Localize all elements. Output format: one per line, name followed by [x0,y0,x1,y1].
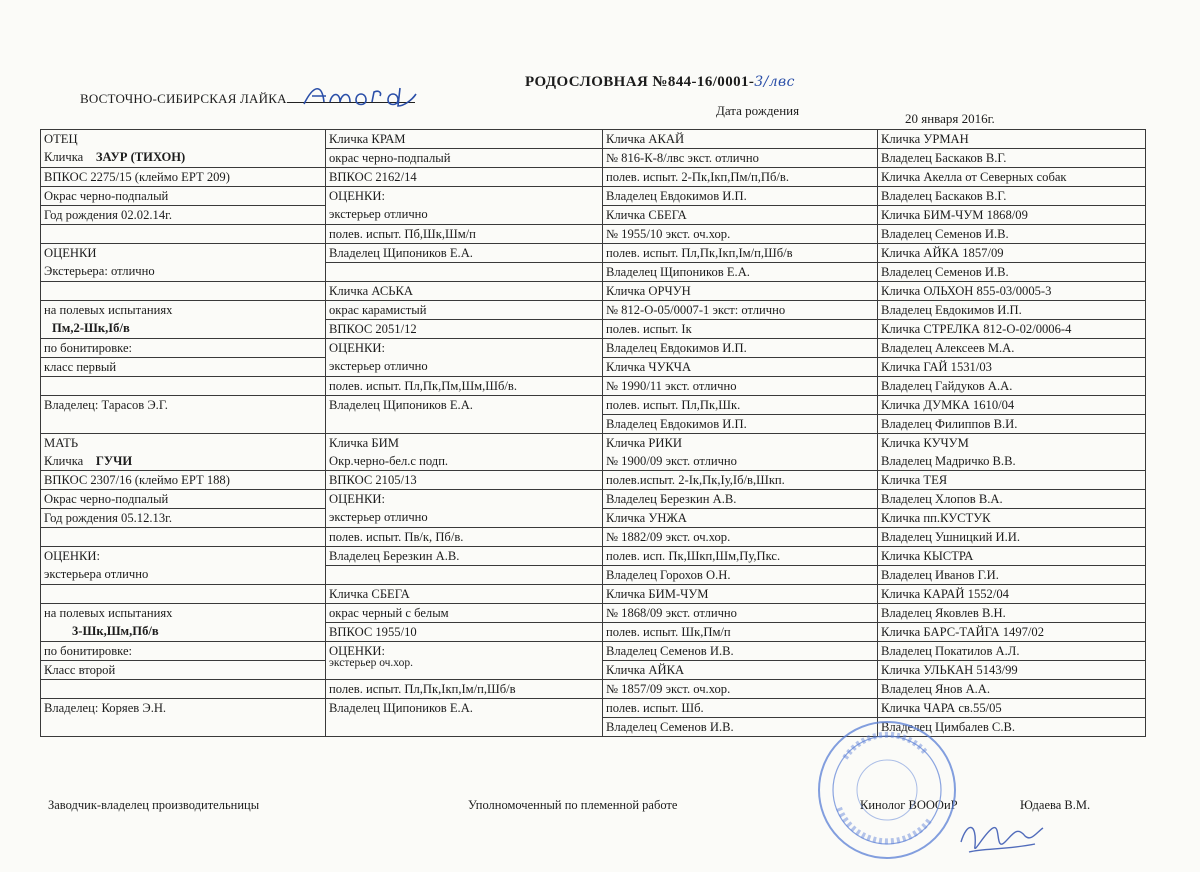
pedigree-cell: № 1868/09 экст. отлично [603,604,878,623]
pedigree-cell: № 1990/11 экст. отлично [603,377,878,396]
pedigree-cell [41,547,326,585]
pedigree-cell: полев. испыт. Пл,Пк,Шк. [603,396,878,415]
pedigree-cell: Владелец Щипоников Е.А. [326,244,603,263]
table-row [41,471,1146,490]
handwritten-number-suffix: 3/лвс [754,74,795,90]
cynologist-name: Юдаева В.М. [1020,798,1091,812]
table-row [41,528,1146,547]
pedigree-cell: Владелец Семенов И.В. [603,718,878,737]
pedigree-cell: по бонитировке: [41,642,326,661]
cell-line: на полевых испытаниях [44,303,173,317]
pedigree-cell: № 1955/10 экст. оч.хор. [603,225,878,244]
table-row [41,604,1146,623]
pedigree-cell: полев. испыт. Шб. [603,699,878,718]
pedigree-cell [603,434,878,471]
cell-line: Кличка БИМ [329,436,399,450]
organization-stamp [815,718,960,863]
authorized-label: Уполномоченный по племенной работе [468,798,678,812]
pedigree-cell: Владелец Евдокимов И.П. [878,301,1146,320]
name-prefix: Кличка [44,454,84,468]
pedigree-cell: Владелец Покатилов А.Л. [878,642,1146,661]
pedigree-cell: окрас черно-подпалый [326,149,603,168]
pedigree-cell: Кличка АСЬКА [326,282,603,301]
father-header-cell [41,130,326,168]
cell-line: 3-Шк,Шм,Пб/в [72,624,159,638]
pedigree-cell: Кличка СБЕГА [603,206,878,225]
pedigree-cell: Владелец Семенов И.В. [878,263,1146,282]
pedigree-cell: Кличка ЧУКЧА [603,358,878,377]
pedigree-cell: Владелец Евдокимов И.П. [603,415,878,434]
pedigree-cell [326,490,603,528]
pedigree-cell: полев. исп. Пк,Шкп,Шм,Пу,Пкс. [603,547,878,566]
pedigree-cell [41,225,326,244]
pedigree-table [40,129,1146,737]
table-row [41,301,1146,320]
cell-line: экстерьер отлично [329,510,428,524]
pedigree-cell: ВПКОС 2307/16 (клеймо ЕРТ 188) [41,471,326,490]
pedigree-cell: Владелец Евдокимов И.П. [603,339,878,358]
pedigree-cell [878,434,1146,471]
pedigree-cell: Владелец Горохов О.Н. [603,566,878,585]
cell-line: экстерьер отлично [329,207,428,221]
table-row [41,396,1146,415]
breeder-label: Заводчик-владелец производительницы [48,798,260,812]
pedigree-cell [41,244,326,282]
pedigree-cell [326,263,603,282]
pedigree-number: РОДОСЛОВНАЯ №844-16/0001- [525,74,755,90]
mother-label: МАТЬ [44,436,79,450]
pedigree-cell: Владелец Щипоников Е.А. [603,263,878,282]
table-row [41,339,1146,358]
pedigree-cell: по бонитировке: [41,339,326,358]
pedigree-cell [41,528,326,547]
cell-line: ОЦЕНКИ: [329,189,385,203]
table-row [41,699,1146,718]
cell-line: экстерьера отлично [44,567,149,581]
father-label: ОТЕЦ [44,132,78,146]
pedigree-cell: полев.испыт. 2-Iк,Пк,Iу,Iб/в,Шкп. [603,471,878,490]
pedigree-cell [326,566,603,585]
pedigree-cell: полев. испыт. Пб,Шк,Шм/п [326,225,603,244]
pedigree-cell: Владелец Семенов И.В. [603,642,878,661]
pedigree-cell: Кличка АКАЙ [603,130,878,149]
cell-line: Владелец Мадричко В.В. [881,454,1016,468]
pedigree-cell: Владелец Цимбалев С.В. [878,718,1146,737]
pedigree-cell: Кличка КАРАЙ 1552/04 [878,585,1146,604]
table-row [41,434,1146,471]
table-row [41,187,1146,206]
table-row [41,585,1146,604]
cynologist-label: Кинолог ВОООиР [860,798,958,812]
pedigree-cell: полев. испыт. Пл,Пк,Iкп,Iм/п,Шб/в [603,244,878,263]
pedigree-cell: Владелец Щипоников Е.А. [326,699,603,737]
pedigree-cell [326,642,603,680]
pedigree-cell: Кличка ТЕЯ [878,471,1146,490]
birth-date-value: 20 января 2016г. [905,111,995,126]
pedigree-cell: Класс второй [41,661,326,680]
handwritten-breed-signature [300,80,420,110]
pedigree-cell: полев. испыт. Пв/к, Пб/в. [326,528,603,547]
cell-line: ОЦЕНКИ [44,246,97,260]
pedigree-cell: Кличка пп.КУСТУК [878,509,1146,528]
pedigree-cell: ВПКОС 2162/14 [326,168,603,187]
cell-line: № 1900/09 экст. отлично [606,454,737,468]
birth-date-label: Дата рождения [716,103,800,118]
pedigree-cell: Владелец Ушницкий И.И. [878,528,1146,547]
pedigree-cell: Кличка УРМАН [878,130,1146,149]
table-row [41,377,1146,396]
pedigree-cell: № 816-К-8/лвс экст. отлично [603,149,878,168]
cell-line: Кличка КУЧУМ [881,436,969,450]
pedigree-cell: Владелец Баскаков В.Г. [878,149,1146,168]
pedigree-cell: Владелец Иванов Г.И. [878,566,1146,585]
pedigree-cell: Кличка Акелла от Северных собак [878,168,1146,187]
pedigree-cell [41,282,326,301]
pedigree-cell: Год рождения 05.12.13г. [41,509,326,528]
pedigree-cell: Владелец Гайдуков А.А. [878,377,1146,396]
pedigree-cell: окрас карамистый [326,301,603,320]
pedigree-cell: Владелец Хлопов В.А. [878,490,1146,509]
pedigree-cell: Кличка СТРЕЛКА 812-О-02/0006-4 [878,320,1146,339]
father-name: ЗАУР (ТИХОН) [95,150,186,164]
pedigree-cell: № 1882/09 экст. оч.хор. [603,528,878,547]
pedigree-cell: полев. испыт. Пл,Пк,Пм,Шм,Шб/в. [326,377,603,396]
pedigree-cell: Кличка ГАЙ 1531/03 [878,358,1146,377]
pedigree-cell: Владелец Баскаков В.Г. [878,187,1146,206]
pedigree-cell [41,680,326,699]
mother-name: ГУЧИ [95,454,133,468]
pedigree-cell: полев. испыт. Шк,Пм/п [603,623,878,642]
table-row [41,490,1146,509]
pedigree-cell: Кличка АЙКА 1857/09 [878,244,1146,263]
pedigree-cell: Кличка УНЖА [603,509,878,528]
pedigree-cell: ВПКОС 2105/13 [326,471,603,490]
table-row [41,642,1146,661]
pedigree-cell: Кличка БИМ-ЧУМ 1868/09 [878,206,1146,225]
pedigree-cell: окрас черный с белым [326,604,603,623]
pedigree-cell: полев. испыт. Iк [603,320,878,339]
pedigree-cell [41,301,326,339]
pedigree-cell [326,187,603,225]
pedigree-cell: Окрас черно-подпалый [41,187,326,206]
pedigree-cell: Владелец: Коряев Э.Н. [41,699,326,737]
mother-header-cell [41,434,326,471]
pedigree-cell: полев. испыт. 2-Пк,Iкп,Пм/п,Пб/в. [603,168,878,187]
pedigree-cell [326,339,603,377]
name-prefix: Кличка [44,150,84,164]
table-row [41,130,1146,149]
table-row [41,547,1146,566]
mother-name-line [44,452,325,470]
cell-line: Пм,2-Шк,Iб/в [52,321,130,335]
pedigree-cell: Владелец Щипоников Е.А. [326,396,603,434]
pedigree-cell: Владелец Янов А.А. [878,680,1146,699]
pedigree-cell: Владелец Семенов И.В. [878,225,1146,244]
pedigree-cell: Окрас черно-подпалый [41,490,326,509]
cell-line: экстерьер отлично [329,359,428,373]
table-row [41,168,1146,187]
pedigree-cell: Кличка КРАМ [326,130,603,149]
pedigree-cell: Владелец Яковлев В.Н. [878,604,1146,623]
cell-line: ОЦЕНКИ: [329,341,385,355]
pedigree-cell: Владелец Алексеев М.А. [878,339,1146,358]
pedigree-cell: ВПКОС 2051/12 [326,320,603,339]
pedigree-cell: Кличка ЧАРА св.55/05 [878,699,1146,718]
pedigree-cell: № 1857/09 экст. оч.хор. [603,680,878,699]
table-row [41,680,1146,699]
pedigree-cell [326,434,603,471]
cell-line: экстерьер оч.хор. [329,657,413,669]
pedigree-cell [41,377,326,396]
pedigree-cell: ВПКОС 1955/10 [326,623,603,642]
cell-line: ОЦЕНКИ: [44,549,100,563]
pedigree-cell: Кличка БАРС-ТАЙГА 1497/02 [878,623,1146,642]
pedigree-cell: ВПКОС 2275/15 (клеймо ЕРТ 209) [41,168,326,187]
pedigree-cell: Кличка АЙКА [603,661,878,680]
pedigree-cell: Кличка КЫСТРА [878,547,1146,566]
pedigree-cell: Владелец Евдокимов И.П. [603,187,878,206]
document-title [525,74,795,91]
pedigree-cell: Владелец Филиппов В.И. [878,415,1146,434]
pedigree-cell: Кличка БИМ-ЧУМ [603,585,878,604]
table-row [41,225,1146,244]
pedigree-cell [41,604,326,642]
cell-line: на полевых испытаниях [44,606,173,620]
cell-line: Кличка РИКИ [606,436,683,450]
father-name-line [44,148,325,166]
pedigree-cell: Кличка СБЕГА [326,585,603,604]
pedigree-cell: Год рождения 02.02.14г. [41,206,326,225]
cell-line: ОЦЕНКИ: [329,492,385,506]
cell-line: Экстерьера: отлично [44,264,155,278]
cynologist-signature [955,812,1045,862]
pedigree-cell [41,585,326,604]
pedigree-cell: Кличка ОРЧУН [603,282,878,301]
table-row [41,282,1146,301]
pedigree-cell: Кличка УЛЬКАН 5143/99 [878,661,1146,680]
pedigree-cell: Владелец: Тарасов Э.Г. [41,396,326,434]
pedigree-cell: Владелец Березкин А.В. [326,547,603,566]
cell-line: Окр.черно-бел.с подп. [329,454,449,468]
pedigree-cell: полев. испыт. Пл,Пк,Iкп,Iм/п,Шб/в [326,680,603,699]
pedigree-cell: класс первый [41,358,326,377]
table-row [41,244,1146,263]
pedigree-cell: Владелец Березкин А.В. [603,490,878,509]
pedigree-cell: № 812-О-05/0007-1 экст: отлично [603,301,878,320]
breed-name: ВОСТОЧНО-СИБИРСКАЯ ЛАЙКА [80,91,287,106]
cell-line: ОЦЕНКИ: [329,644,385,658]
pedigree-cell: Кличка ОЛЬХОН 855-03/0005-3 [878,282,1146,301]
pedigree-cell: Кличка ДУМКА 1610/04 [878,396,1146,415]
